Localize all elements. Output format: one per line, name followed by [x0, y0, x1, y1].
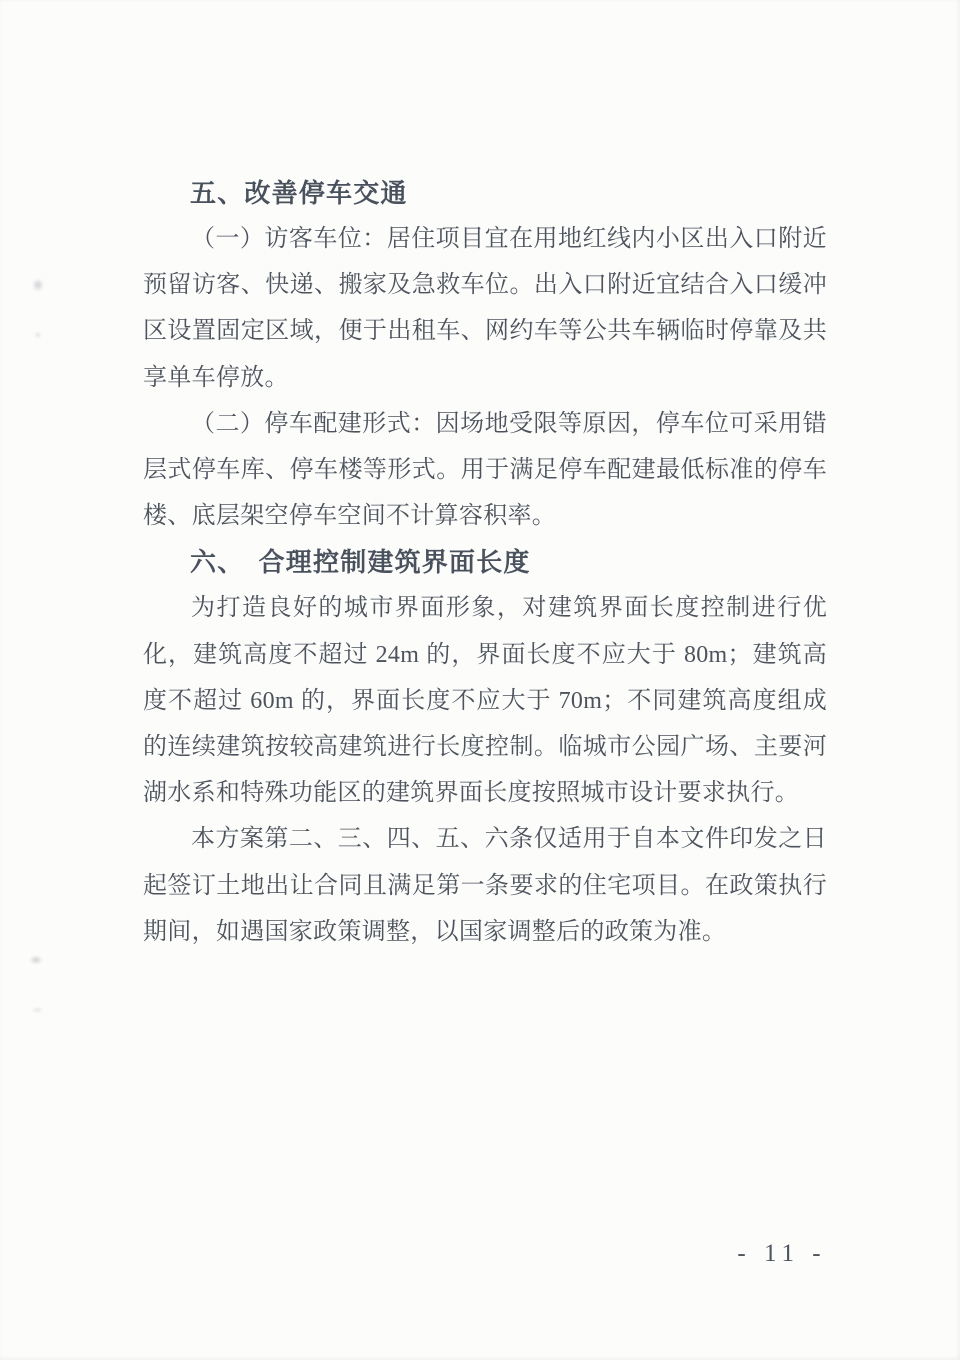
scan-smudge — [30, 276, 46, 294]
paragraph-visitor-parking: （一）访客车位：居住项目宜在用地红线内小区出入口附近预留访客、快递、搬家及急救车位。出入口附近宜结合入口缓冲区设置固定区域，便于出租车、网约车等公共车辆临时停靠及共享单车停放。 — [143, 226, 827, 391]
page-number: - 11 - — [737, 1240, 827, 1267]
section-heading-six-building-facade-length: 六、 合理控制建筑界面长度 — [190, 547, 531, 578]
scan-smudge — [30, 1006, 45, 1014]
document-body — [143, 170, 827, 955]
scan-smudge — [27, 954, 45, 966]
scan-smudge — [33, 330, 43, 340]
paragraph-parking-configuration-form: （二）停车配建形式：因场地受限等原因，停车位可采用错层式停车库、停车楼等形式。用于满足停车配建最低标准的停车楼、底层架空停车空间不计算容积率。 — [143, 410, 827, 530]
section-heading-five-parking-traffic: 五、改善停车交通 — [190, 178, 408, 208]
paragraph-applicability-scope: 本方案第二、三、四、五、六条仅适用于自本文件印发之日起签订土地出让合同且满足第一条要求的住宅项目。在政策执行期间，如遇国家政策调整，以国家调整后的政策为准。 — [143, 826, 827, 945]
paragraph-facade-length-control: 为打造良好的城市界面形象，对建筑界面长度控制进行优化，建筑高度不超过 24m 的，界面长度不应大于 80m；建筑高度不超过 60m 的，界面长度不应大于 70m；不同建筑高度组成的连续建筑按较高建筑进行长度控制。临城市公园广场、主要河湖水系和特殊功能区的建筑界面长度按照城市设计要求执行。 — [143, 595, 827, 807]
